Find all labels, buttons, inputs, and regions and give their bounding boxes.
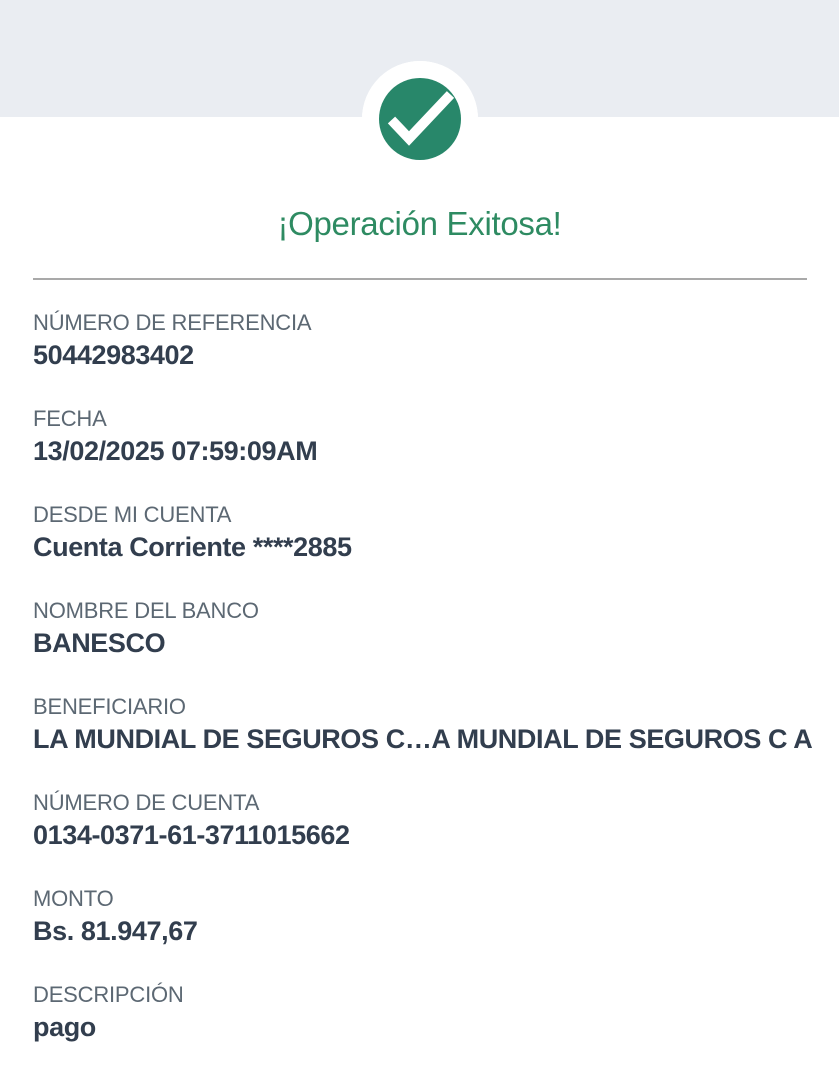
field-row-banco — [33, 598, 823, 659]
field-label: NÚMERO DE CUENTA — [33, 790, 260, 815]
field-value: pago — [33, 1012, 96, 1042]
field-row-monto — [33, 886, 823, 947]
field-label: NÚMERO DE REFERENCIA — [33, 310, 312, 335]
field-value: BANESCO — [33, 628, 166, 658]
success-check-icon — [362, 61, 478, 177]
field-value: Bs. 81.947,67 — [33, 916, 198, 946]
field-label: DESCRIPCIÓN — [33, 982, 184, 1007]
field-row-fecha — [33, 406, 823, 467]
field-value: LA MUNDIAL DE SEGUROS C…A MUNDIAL DE SEGUROS C A — [33, 724, 813, 754]
field-row-beneficiario — [33, 694, 823, 755]
field-row-descripcion — [33, 982, 823, 1043]
field-label: MONTO — [33, 886, 114, 911]
field-row-cuenta-origen — [33, 502, 823, 563]
field-label: FECHA — [33, 406, 107, 431]
field-label: DESDE MI CUENTA — [33, 502, 232, 527]
field-row-referencia — [33, 310, 823, 371]
field-value: 13/02/2025 07:59:09AM — [33, 436, 318, 466]
field-value: Cuenta Corriente ****2885 — [33, 532, 352, 562]
field-label: NOMBRE DEL BANCO — [33, 598, 259, 623]
field-label: BENEFICIARIO — [33, 694, 186, 719]
receipt-fields — [33, 310, 823, 1078]
success-title: ¡Operación Exitosa! — [277, 205, 562, 242]
divider — [33, 278, 807, 280]
field-value: 0134-0371-61-3711015662 — [33, 820, 350, 850]
field-value: 50442983402 — [33, 340, 194, 370]
field-row-numero-cuenta — [33, 790, 823, 851]
